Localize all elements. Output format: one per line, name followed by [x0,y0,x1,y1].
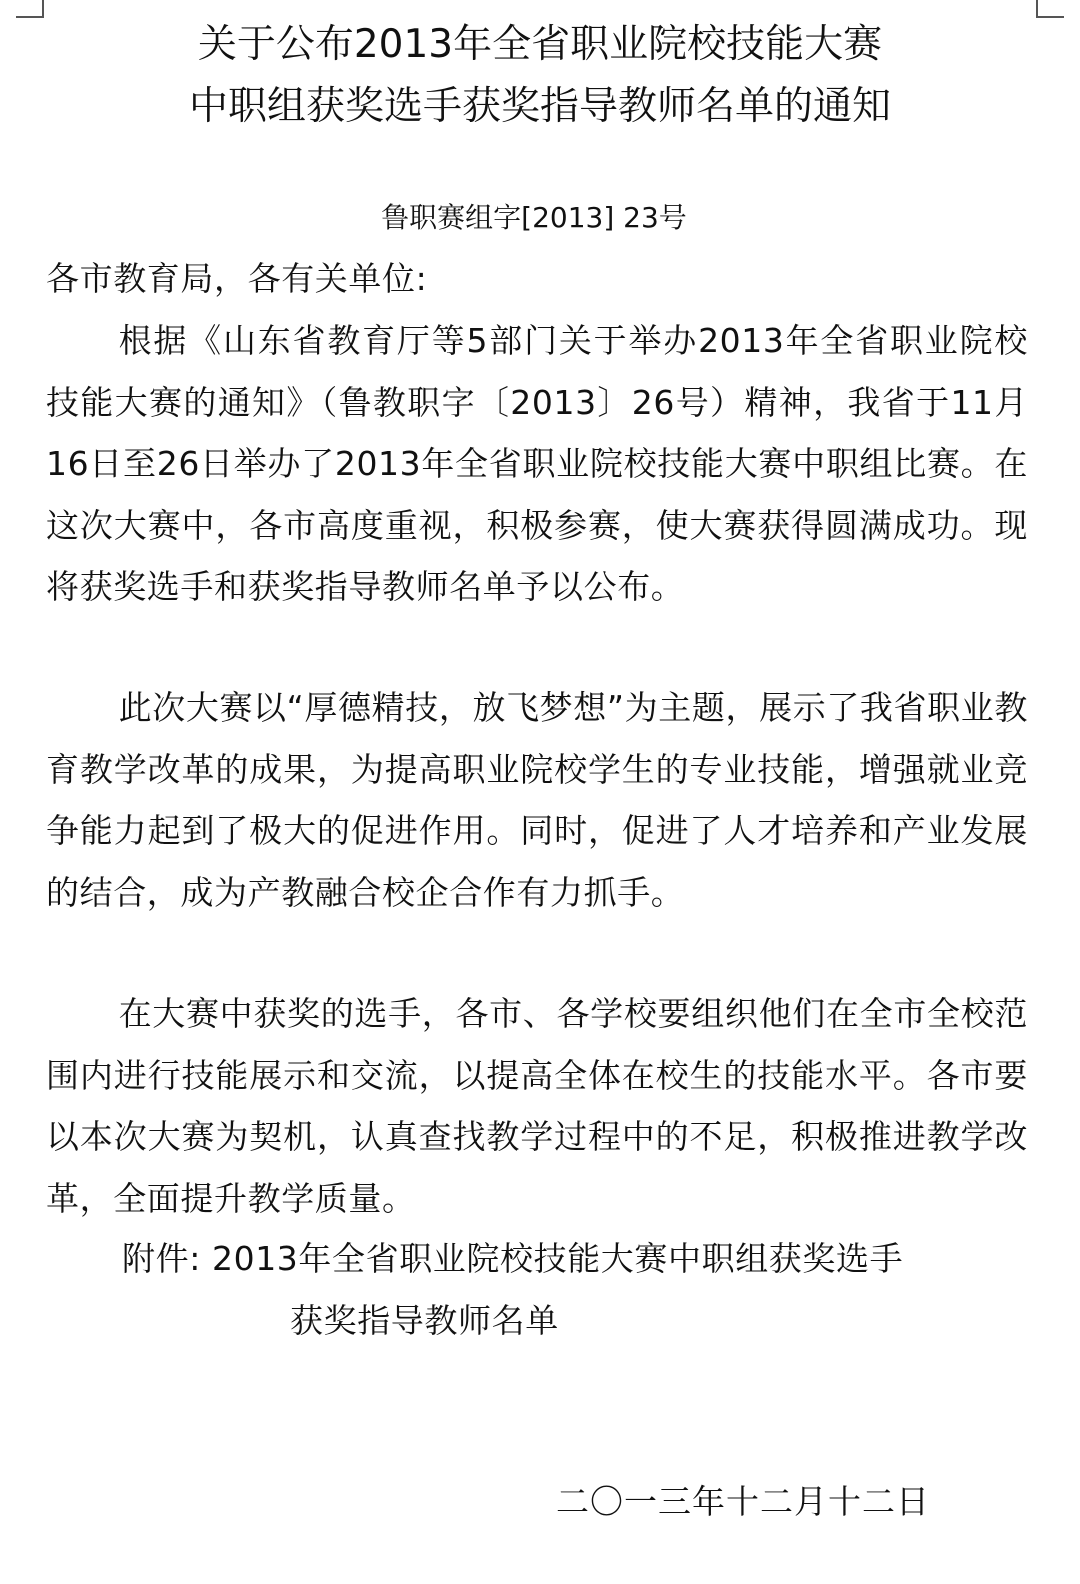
paragraph-2: 此次大赛以“厚德精技，放飞梦想”为主题，展示了我省职业教育教学改革的成果，为提高职业院校学生的专业技能，增强就业竞争能力起到了极大的促进作用。同时，促进了人才培养和产业发展的结合，成为产教融合校企合作有力抓手。 [46,688,1028,912]
paragraph-3: 在大赛中获奖的选手，各市、各学校要组织他们在全市全校范围内进行技能展示和交流，以提高全体在校生的技能水平。各市要以本次大赛为契机，认真查找教学过程中的不足，积极推进教学改革，全面提升教学质量。 [46,994,1028,1218]
attachment-line-2: 获奖指导教师名单 [290,1300,559,1340]
paragraph-1: 根据《山东省教育厅等5部门关于举办2013年全省职业院校技能大赛的通知》（鲁教职字〔2013〕26号）精神，我省于11月16日至26日举办了2013年全省职业院校技能大赛中职组比赛。在这次大赛中，各市高度重视，积极参赛，使大赛获得圆满成功。现将获奖选手和获奖指导教师名单予以公布。 [46,321,1028,606]
notice-title [0,14,1080,138]
salutation: 各市教育局，各有关单位: [46,259,428,298]
document-number: 鲁职赛组字[2013] 23号 [381,201,687,234]
attachment-line-1: 附件: 2013年全省职业院校技能大赛中职组获奖选手 [122,1239,904,1278]
title-line-1: 关于公布2013年全省职业院校技能大赛 [197,22,883,67]
attachment-note [122,1228,1022,1351]
title-line-2: 中职组获奖选手获奖指导教师名单的通知 [188,84,891,129]
issue-date: 二〇一三年十二月十二日 [556,1482,930,1521]
